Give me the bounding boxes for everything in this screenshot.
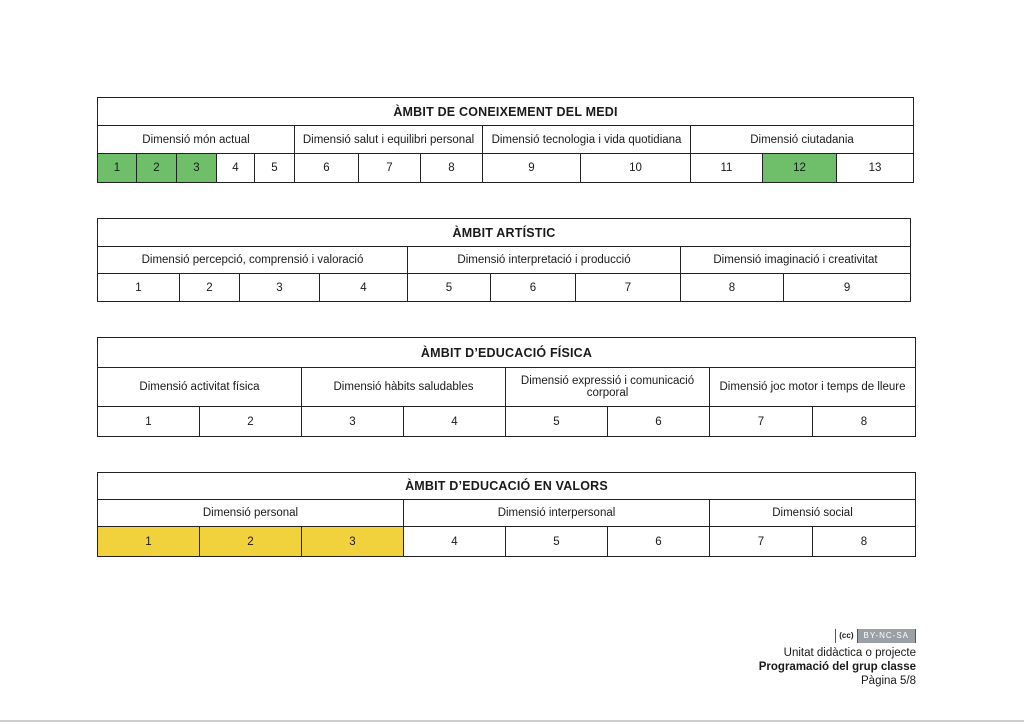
number-cell-highlighted: 1 bbox=[98, 527, 200, 557]
ambit-artistic-title: ÀMBIT ARTÍSTIC bbox=[98, 219, 911, 247]
number-cell: 6 bbox=[491, 274, 576, 302]
dimension-percepcio: Dimensió percepció, comprensió i valoració bbox=[98, 247, 408, 274]
page-bottom-edge bbox=[0, 720, 1024, 722]
dimension-activitat-fisica: Dimensió activitat física bbox=[98, 368, 302, 407]
dimension-joc-motor: Dimensió joc motor i temps de lleure bbox=[710, 368, 916, 407]
number-cell: 8 bbox=[421, 154, 483, 183]
number-cell: 13 bbox=[837, 154, 914, 183]
number-cell: 11 bbox=[691, 154, 763, 183]
number-cell: 5 bbox=[506, 527, 608, 557]
number-cell-highlighted: 2 bbox=[200, 527, 302, 557]
table-ambit-medi bbox=[97, 97, 914, 183]
number-cell: 6 bbox=[295, 154, 359, 183]
number-cell: 1 bbox=[98, 274, 180, 302]
number-cell-highlighted: 1 bbox=[98, 154, 137, 183]
footer-page-number: Pàgina 5/8 bbox=[861, 675, 916, 687]
number-cell: 3 bbox=[240, 274, 320, 302]
number-cell: 8 bbox=[813, 407, 916, 437]
cc-terms-label: BY-NC-SA bbox=[858, 629, 916, 643]
number-cell: 5 bbox=[255, 154, 295, 183]
footer-programming-label: Programació del grup classe bbox=[758, 661, 916, 673]
dimension-interpretacio: Dimensió interpretació i producció bbox=[408, 247, 681, 274]
number-cell: 4 bbox=[404, 527, 506, 557]
ambit-valors-title: ÀMBIT D’EDUCACIÓ EN VALORS bbox=[98, 473, 916, 500]
number-cell: 10 bbox=[581, 154, 691, 183]
number-cell: 5 bbox=[408, 274, 491, 302]
number-cell-highlighted: 2 bbox=[137, 154, 177, 183]
number-cell-highlighted: 3 bbox=[177, 154, 217, 183]
dimension-interpersonal: Dimensió interpersonal bbox=[404, 500, 710, 527]
number-cell: 2 bbox=[180, 274, 240, 302]
table-ambit-fisica bbox=[97, 337, 916, 437]
table-ambit-valors bbox=[97, 472, 916, 557]
dimension-tecnologia: Dimensió tecnologia i vida quotidiana bbox=[483, 126, 691, 154]
dimension-mon-actual: Dimensió món actual bbox=[98, 126, 295, 154]
number-cell-highlighted: 12 bbox=[763, 154, 837, 183]
number-cell: 6 bbox=[608, 527, 710, 557]
dimension-habits: Dimensió hàbits saludables bbox=[302, 368, 506, 407]
ambit-medi-title: ÀMBIT DE CONEIXEMENT DEL MEDI bbox=[98, 98, 914, 126]
number-cell: 9 bbox=[483, 154, 581, 183]
number-cell: 4 bbox=[217, 154, 255, 183]
number-cell: 7 bbox=[359, 154, 421, 183]
number-cell: 4 bbox=[320, 274, 408, 302]
number-cell: 3 bbox=[302, 407, 404, 437]
number-cell: 8 bbox=[813, 527, 916, 557]
number-cell-highlighted: 3 bbox=[302, 527, 404, 557]
dimension-expressio: Dimensió expressió i comunicació corporal bbox=[506, 368, 710, 407]
dimension-personal: Dimensió personal bbox=[98, 500, 404, 527]
number-cell: 6 bbox=[608, 407, 710, 437]
number-cell: 1 bbox=[98, 407, 200, 437]
dimension-imaginacio: Dimensió imaginació i creativitat bbox=[681, 247, 911, 274]
number-cell: 7 bbox=[576, 274, 681, 302]
number-cell: 7 bbox=[710, 527, 813, 557]
number-cell: 4 bbox=[404, 407, 506, 437]
cc-logo-label: (cc) bbox=[836, 629, 857, 643]
footer-unit-label: Unitat didàctica o projecte bbox=[783, 647, 916, 659]
page-footer bbox=[759, 628, 916, 688]
dimension-ciutadania: Dimensió ciutadania bbox=[691, 126, 914, 154]
number-cell: 9 bbox=[784, 274, 911, 302]
number-cell: 5 bbox=[506, 407, 608, 437]
table-ambit-artistic bbox=[97, 218, 911, 302]
number-cell: 2 bbox=[200, 407, 302, 437]
number-cell: 7 bbox=[710, 407, 813, 437]
ambit-fisica-title: ÀMBIT D’EDUCACIÓ FÍSICA bbox=[98, 338, 916, 368]
creative-commons-icon bbox=[835, 629, 916, 643]
dimension-social: Dimensió social bbox=[710, 500, 916, 527]
dimension-salut: Dimensió salut i equilibri personal bbox=[295, 126, 483, 154]
number-cell: 8 bbox=[681, 274, 784, 302]
